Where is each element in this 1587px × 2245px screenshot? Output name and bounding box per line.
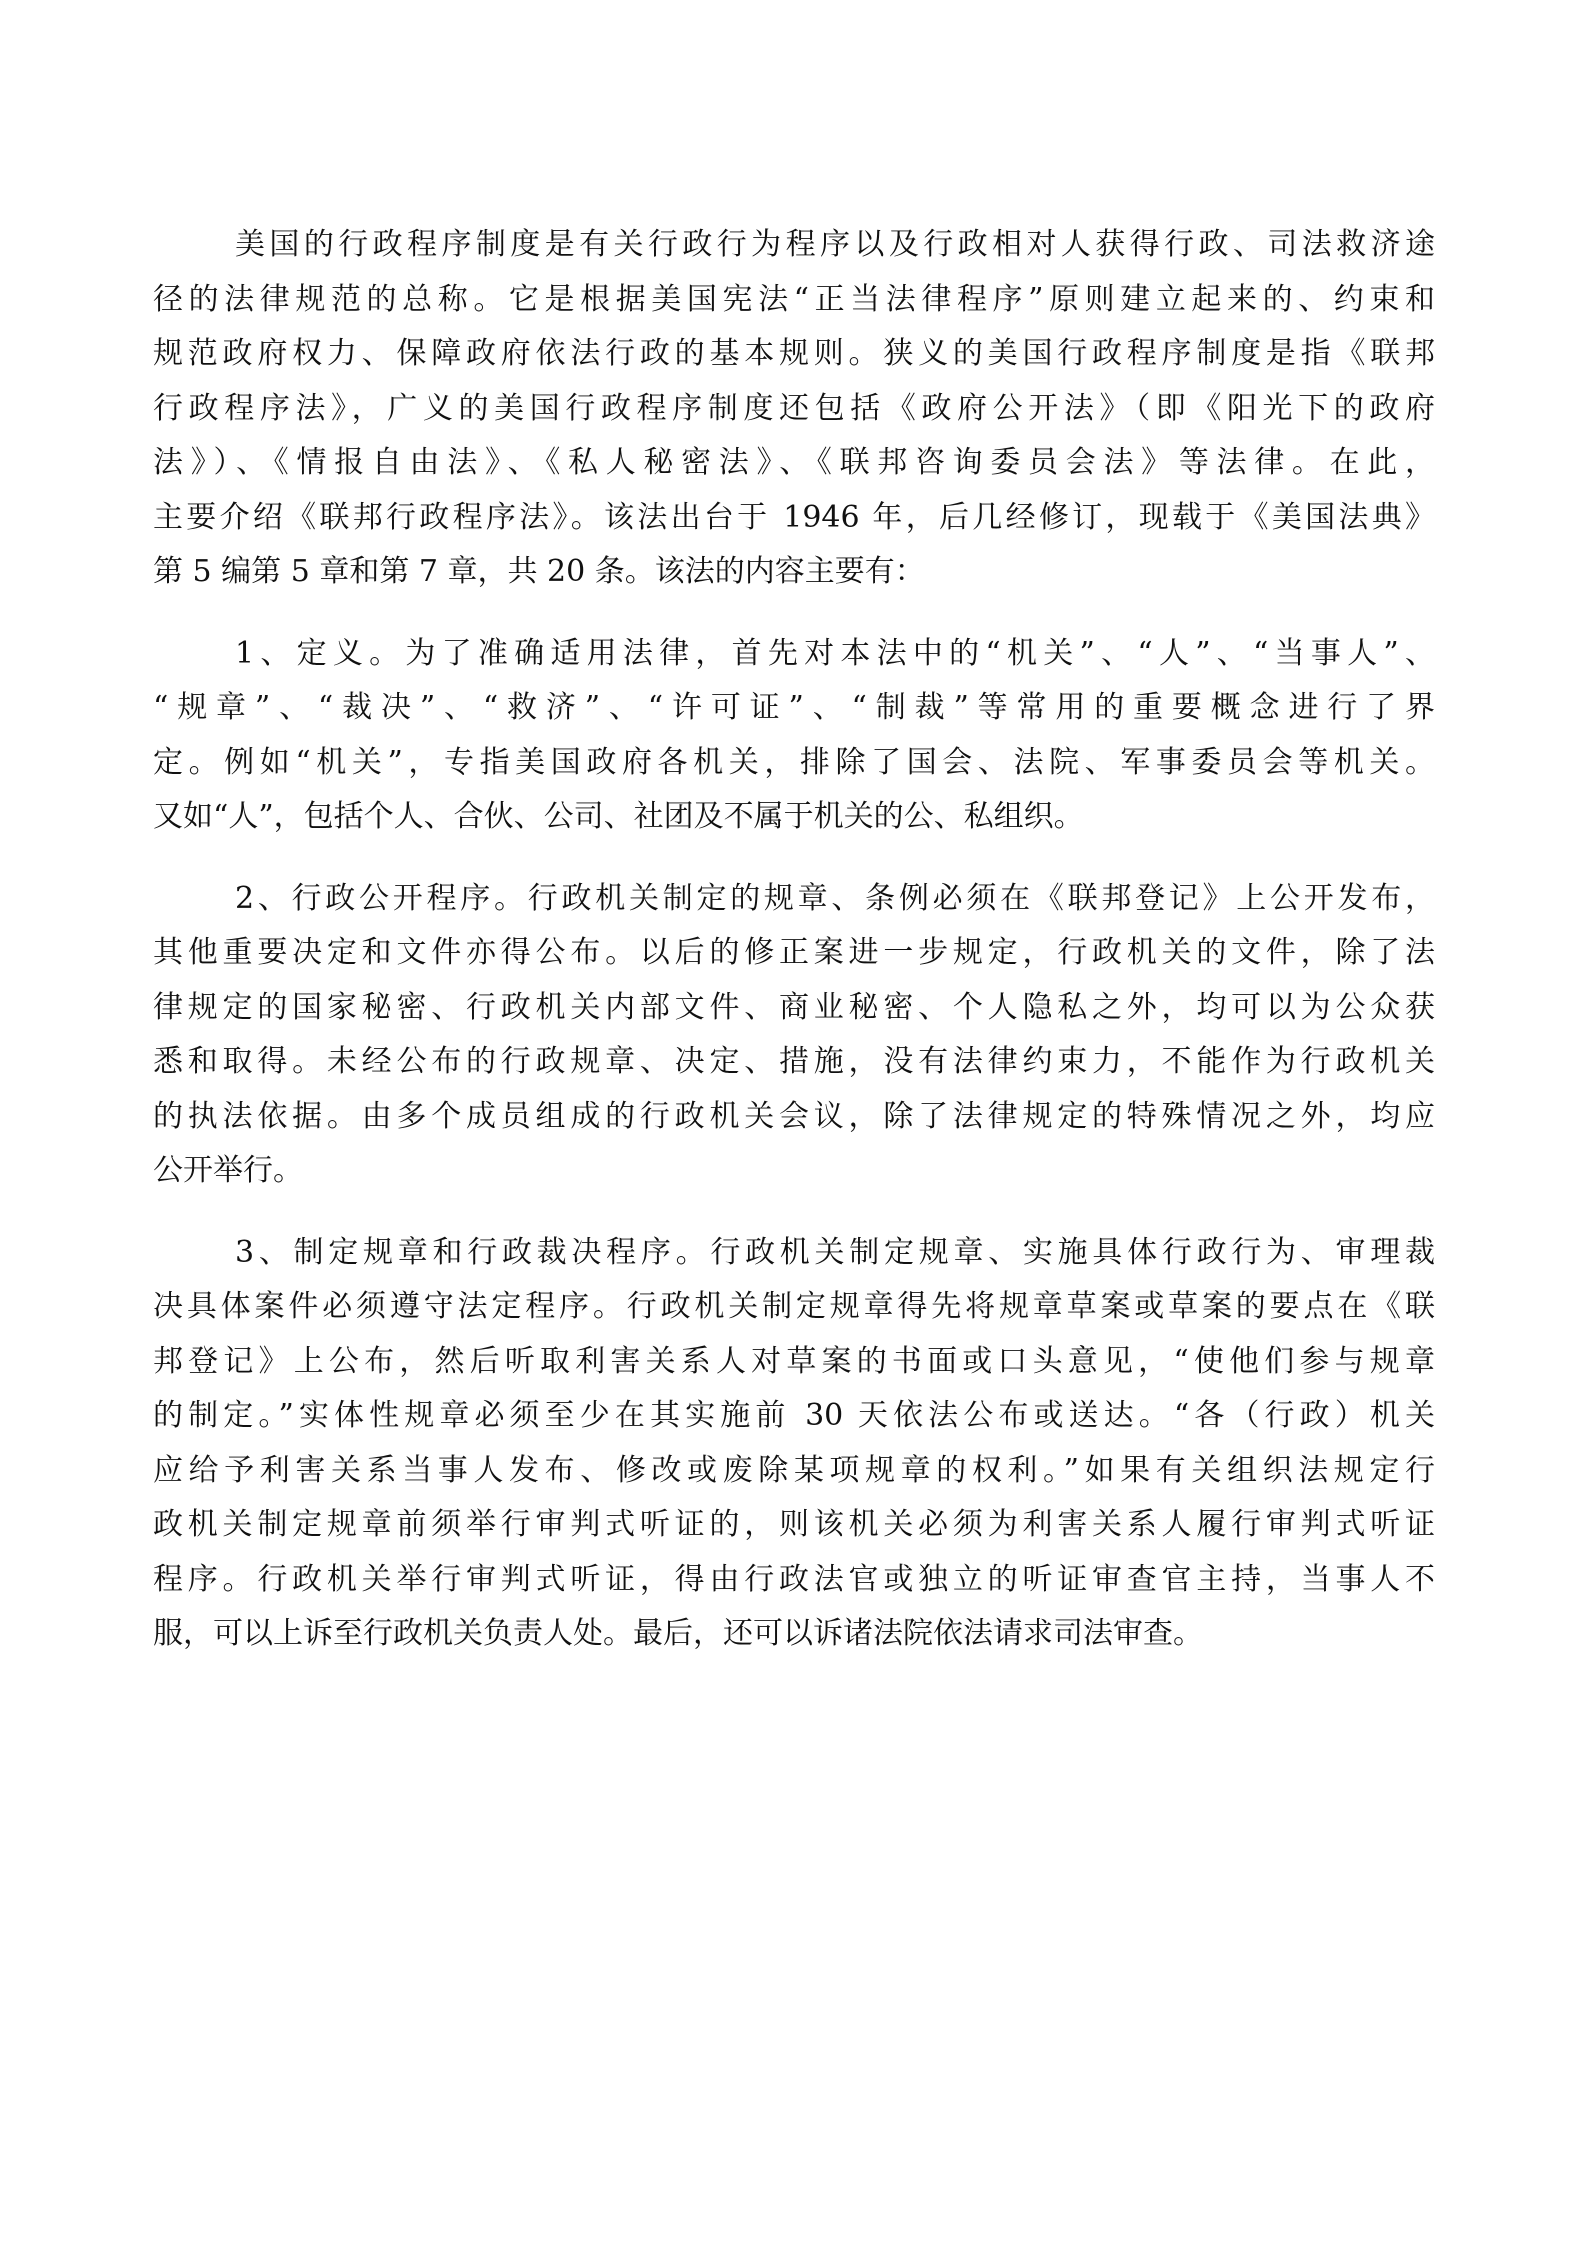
text-line: 规范政府权力、保障政府依法行政的基本规则。狭义的美国行政程序制度是指《联邦 (153, 336, 1435, 371)
text-line: 其他重要决定和文件亦得公布。以后的修正案进一步规定，行政机关的文件，除了法 (153, 935, 1435, 970)
paragraph-openness (153, 872, 1435, 1199)
text-line: 悉和取得。未经公布的行政规章、决定、措施，没有法律约束力，不能作为行政机关 (153, 1044, 1435, 1079)
text-line: 2、行政公开程序。行政机关制定的规章、条例必须在《联邦登记》上公开发布， (235, 880, 1435, 916)
text-line: “规章”、“裁决”、“救济”、“许可证”、“制裁”等常用的重要概念进行了界 (153, 690, 1435, 725)
text-line: 邦登记》上公布，然后听取利害关系人对草案的书面或口头意见，“使他们参与规章 (153, 1343, 1435, 1379)
document-page (153, 218, 1435, 1689)
text-line: 律规定的国家秘密、行政机关内部文件、商业秘密、个人隐私之外，均可以为公众获 (153, 989, 1435, 1025)
text-line: 政机关制定规章前须举行审判式听证的，则该机关必须为利害关系人履行审判式听证 (153, 1507, 1435, 1542)
text-line: 行政程序法》，广义的美国行政程序制度还包括《政府公开法》（即《阳光下的政府 (153, 390, 1435, 426)
text-line: 的执法依据。由多个成员组成的行政机关会议，除了法律规定的特殊情况之外，均应 (153, 1098, 1435, 1134)
paragraph-intro (153, 218, 1435, 600)
text-line: 径的法律规范的总称。它是根据美国宪法“正当法律程序”原则建立起来的、约束和 (153, 281, 1435, 317)
text-line: 又如“人”，包括个人、合伙、公司、社团及不属于机关的公、私组织。 (153, 799, 1084, 834)
text-line: 美国的行政程序制度是有关行政行为程序以及行政相对人获得行政、司法救济途 (235, 227, 1435, 262)
text-line: 服，可以上诉至行政机关负责人处。最后，还可以诉诸法院依法请求司法审查。 (153, 1616, 1203, 1651)
text-line: 公开举行。 (153, 1153, 303, 1188)
text-line: 应给予利害关系当事人发布、修改或废除某项规章的权利。”如果有关组织法规定行 (153, 1452, 1435, 1488)
paragraph-rulemaking (153, 1226, 1435, 1662)
text-line: 3、制定规章和行政裁决程序。行政机关制定规章、实施具体行政行为、审理裁 (235, 1234, 1435, 1270)
text-line: 法》）、《情报自由法》、《私人秘密法》、《联邦咨询委员会法》等法律。在此， (153, 445, 1435, 480)
paragraph-definitions (153, 627, 1435, 845)
text-line: 1、定义。为了准确适用法律，首先对本法中的“机关”、“人”、“当事人”、 (235, 635, 1435, 671)
text-line: 的制定。”实体性规章必须至少在其实施前 30 天依法公布或送达。“各（行政）机关 (153, 1398, 1435, 1433)
text-line: 决具体案件必须遵守法定程序。行政机关制定规章得先将规章草案或草案的要点在《联 (153, 1289, 1435, 1324)
text-line: 第 5 编第 5 章和第 7 章，共 20 条。该法的内容主要有： (153, 554, 925, 589)
text-line: 程序。行政机关举行审判式听证，得由行政法官或独立的听证审查官主持，当事人不 (153, 1561, 1435, 1597)
text-line: 定。例如“机关”，专指美国政府各机关，排除了国会、法院、军事委员会等机关。 (153, 744, 1435, 780)
text-line: 主要介绍《联邦行政程序法》。该法出台于 1946 年，后几经修订，现载于《美国法典》 (153, 499, 1435, 535)
